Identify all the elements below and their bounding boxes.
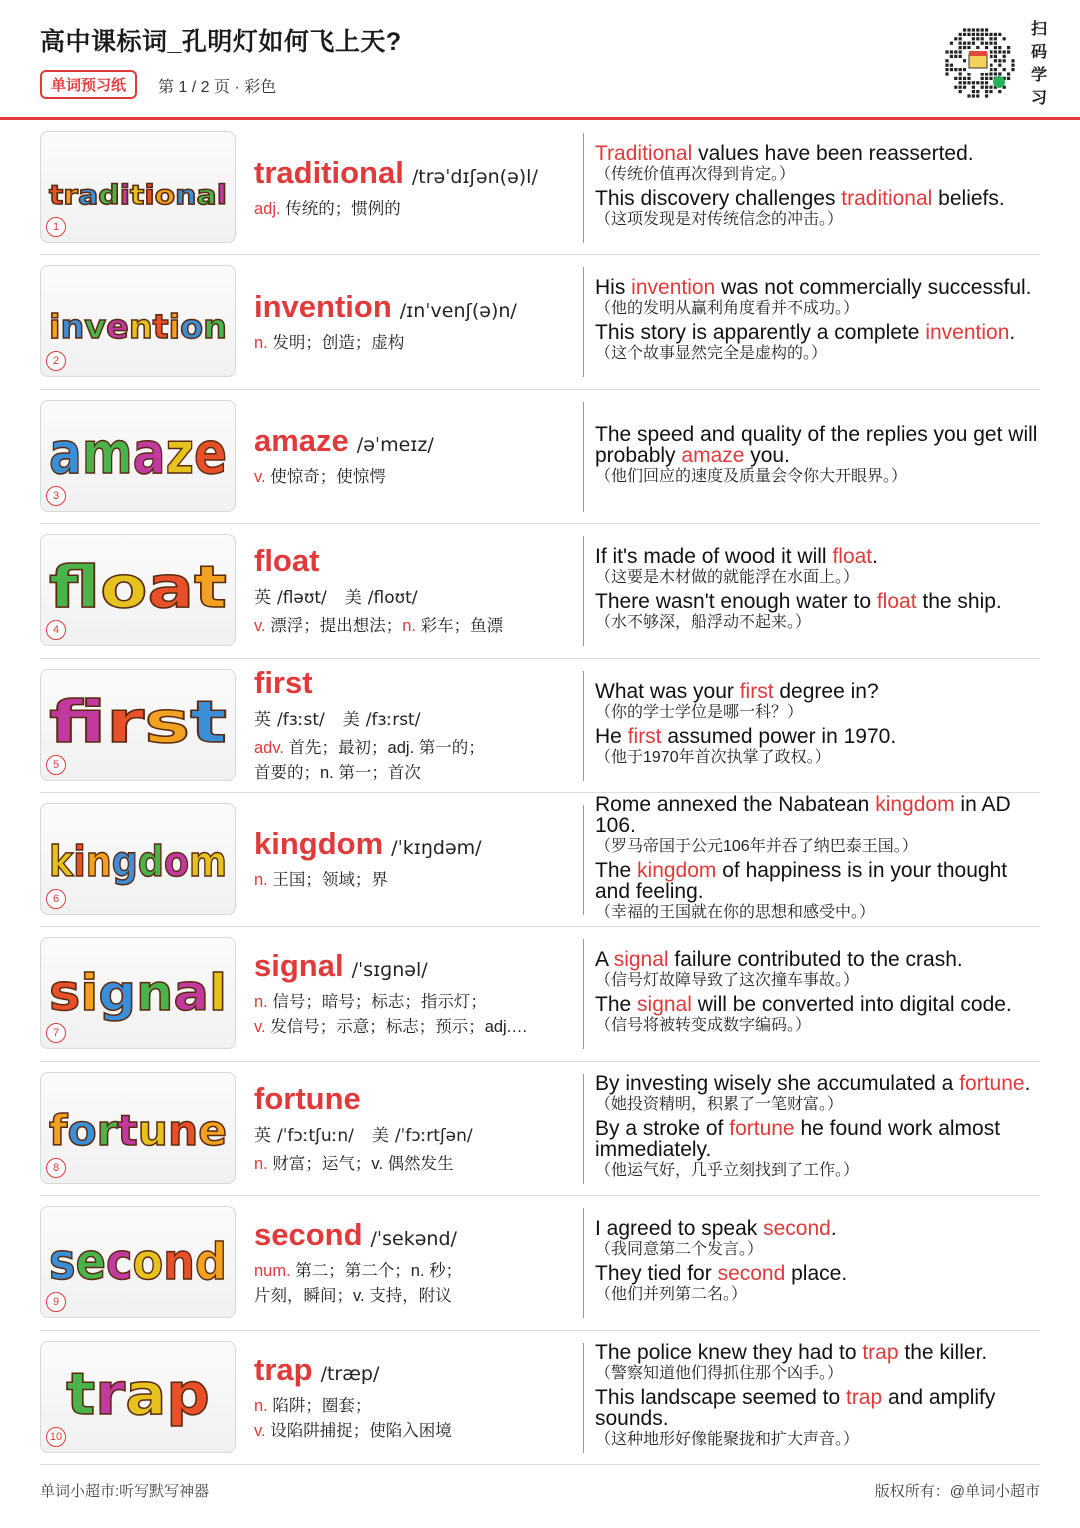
example-sentences: [595, 255, 1040, 389]
headword: signal: [254, 948, 344, 984]
definitions: [254, 1394, 574, 1444]
word-art-text: trap: [66, 1359, 208, 1428]
sentence-text: values have been reasserted.: [692, 142, 974, 165]
entry-number-badge: 10: [46, 1427, 66, 1447]
highlighted-word: first: [739, 679, 774, 703]
sentence-text: The: [595, 858, 638, 882]
headword: float: [254, 543, 320, 579]
example-translation: （他的发明从赢利角度看并不成功。）: [595, 300, 860, 318]
example-translation: （水不够深，船浮动不起来。）: [595, 614, 812, 632]
sentence-text: will be converted into digital code.: [691, 993, 1012, 1017]
sentence-text: The speed and quality of the replies you get will probably: [595, 422, 1038, 467]
column-divider: [583, 536, 584, 646]
part-of-speech: num.: [254, 1262, 296, 1281]
example-sentences: [595, 1331, 1040, 1465]
word-art-image: [41, 670, 235, 780]
highlighted-word: kingdom: [875, 792, 955, 816]
headword-line: [254, 826, 574, 862]
highlighted-word: traditional: [841, 187, 933, 210]
word-entry: [0, 793, 1080, 927]
example-sentences: [595, 659, 1040, 793]
example-translation: （他们并列第二名。）: [595, 1286, 748, 1304]
headword-line: [254, 423, 574, 459]
example-translation: （她投资精明，积累了一笔财富。）: [595, 1096, 844, 1114]
part-of-speech: v.: [254, 617, 271, 636]
word-art-text: kingdom: [49, 836, 233, 886]
sentence-text: .: [1024, 1072, 1031, 1096]
entry-number-badge: 1: [46, 217, 66, 237]
part-of-speech: n.: [254, 871, 273, 890]
definition-line: [254, 1419, 574, 1444]
example-english: [595, 188, 1040, 209]
worksheet-tag: 单词预习纸: [40, 70, 137, 99]
sentence-text: Rome annexed the Nabatean: [595, 792, 876, 816]
example-english: [595, 681, 1040, 702]
definition-text: 首要的；n. 第一；首次: [254, 764, 421, 783]
word-art-text: fortune: [49, 1105, 227, 1155]
uk-phonetic: /fləʊt/: [277, 588, 327, 609]
word-art-text: signal: [49, 964, 227, 1023]
word-illustration: [40, 534, 236, 646]
example-english: [595, 1118, 1040, 1160]
highlighted-word: fortune: [959, 1072, 1025, 1096]
word-art-image: [41, 1073, 235, 1183]
uk-us-phonetics: [254, 705, 574, 730]
part-of-speech: v.: [254, 1421, 271, 1440]
definition-text: 片刻，瞬间；v. 支持，附议: [254, 1287, 452, 1306]
word-info: [254, 255, 574, 389]
word-art-image: [41, 1207, 235, 1317]
headword: invention: [254, 288, 392, 324]
word-entry: [0, 1196, 1080, 1330]
example-english: [595, 1263, 1040, 1284]
headword: kingdom: [254, 826, 384, 862]
definition-text: 发信号；示意；标志；预示；adj.…: [270, 1018, 528, 1037]
word-entry: [0, 1062, 1080, 1196]
scan-to-learn-label: 扫 码 学 习: [1030, 21, 1047, 107]
word-art-image: [41, 535, 235, 645]
sentence-text: The police knew they had to: [595, 1341, 863, 1365]
sentence-text: the killer.: [898, 1341, 988, 1365]
entry-number-badge: 5: [46, 755, 66, 775]
entry-number-badge: 6: [46, 889, 66, 909]
example-english: [595, 1387, 1040, 1429]
definition-text: 设陷阱捕捉；使陷入困境: [270, 1421, 452, 1440]
column-divider: [583, 671, 584, 781]
example-translation: （他运气好，几乎立刻找到了工作。）: [595, 1162, 860, 1180]
part-of-speech: n.: [254, 1396, 273, 1415]
sentence-text: was not commercially successful.: [715, 276, 1032, 300]
entry-number-badge: 7: [46, 1023, 66, 1043]
word-art-text: traditional: [49, 180, 226, 211]
example-translation: （这个故事显然完全是虚构的。）: [595, 345, 828, 363]
word-art-image: [41, 1342, 235, 1452]
sentence-text: His: [595, 276, 632, 300]
word-info: [254, 1196, 574, 1330]
definition-text: 发明；创造；虚构: [272, 333, 405, 352]
definition-text: 漂浮；提出想法；: [270, 617, 403, 636]
sentence-text: By a stroke of: [595, 1117, 730, 1141]
word-art-image: [41, 804, 235, 914]
highlighted-word: first: [627, 724, 662, 748]
word-illustration: [40, 1341, 236, 1453]
definition-text: 财富；运气；v. 偶然发生: [272, 1154, 454, 1173]
column-divider: [583, 1074, 584, 1184]
word-art-text: amaze: [49, 418, 234, 487]
highlighted-word: second: [717, 1262, 786, 1286]
sentence-text: If it's made of wood it will: [595, 545, 833, 569]
highlighted-word: fortune: [729, 1117, 795, 1141]
example-sentences: [595, 390, 1040, 524]
footer-brand: 单词小超市:听写默写神器: [40, 1483, 210, 1500]
example-sentences: [595, 524, 1040, 658]
sentence-text: By investing wisely she accumulated a: [595, 1072, 960, 1096]
definition-line: [254, 1259, 574, 1284]
uk-us-phonetics: [254, 583, 574, 608]
example-translation: （信号将被转变成数字编码。）: [595, 1017, 812, 1035]
word-entry: [0, 927, 1080, 1061]
entry-number-badge: 3: [46, 486, 66, 506]
column-divider: [583, 133, 584, 243]
entry-number-badge: 2: [46, 351, 66, 371]
example-english: [595, 546, 1040, 567]
sentence-text: A: [595, 948, 614, 972]
word-illustration: [40, 265, 236, 377]
definition-text: 彩车；鱼漂: [420, 617, 504, 636]
word-art-image: [41, 401, 235, 511]
sentence-text: There wasn't enough water to: [595, 590, 877, 614]
qr-code-icon[interactable]: [935, 18, 1021, 104]
sentence-text: the ship.: [916, 590, 1002, 614]
column-divider: [583, 1208, 584, 1318]
example-translation: （罗马帝国于公元106年并吞了纳巴泰王国。）: [595, 837, 918, 855]
example-translation: （这项发现是对传统信念的冲击。）: [595, 211, 844, 228]
sentence-text: The: [595, 993, 638, 1017]
word-info: [254, 659, 574, 793]
word-illustration: [40, 1072, 236, 1184]
headword-line: [254, 1352, 574, 1388]
highlighted-word: second: [763, 1217, 831, 1241]
example-english: [595, 1073, 1040, 1094]
example-translation: （传统价值再次得到肯定。）: [595, 166, 796, 183]
part-of-speech: v.: [254, 1018, 271, 1037]
word-entry: [0, 1331, 1080, 1465]
part-of-speech: adj.: [254, 199, 286, 218]
sentence-text: and amplify sounds.: [595, 1386, 996, 1431]
sentence-text: place.: [785, 1262, 848, 1286]
highlighted-word: Traditional: [595, 142, 693, 165]
headword-line: [254, 948, 574, 984]
example-translation: （他们回应的速度及质量会令你大开眼界。）: [595, 467, 908, 485]
headword: fortune: [254, 1080, 361, 1116]
definitions: [254, 1152, 574, 1177]
definition-line: [254, 990, 574, 1015]
example-english: [595, 994, 1040, 1015]
definition-text: 第二；第二个；n. 秒；: [295, 1262, 463, 1281]
example-english: [595, 424, 1040, 466]
word-entry: [0, 390, 1080, 524]
example-translation: （你的学士学位是哪一科？）: [595, 703, 804, 721]
phonetic: /ˈkɪŋdəm/: [391, 837, 482, 860]
word-illustration: [40, 669, 236, 781]
word-info: [254, 1331, 574, 1465]
sentence-text: He: [595, 724, 628, 748]
word-entry: [0, 524, 1080, 658]
entry-number-badge: 4: [46, 620, 66, 640]
definitions: [254, 1259, 574, 1309]
page-info: 第 1 / 2 页 · 彩色: [158, 79, 277, 96]
example-english: [595, 322, 1040, 343]
highlighted-word: kingdom: [637, 858, 717, 882]
column-divider: [583, 1343, 584, 1453]
sentence-text: This landscape seemed to: [595, 1386, 846, 1410]
definitions: [254, 868, 574, 893]
word-entry: [0, 255, 1080, 389]
example-english: [595, 143, 1040, 164]
example-translation: （我同意第二个发言。）: [595, 1241, 764, 1259]
example-sentences: [595, 1196, 1040, 1330]
uk-phonetic: /fɜːst/: [277, 710, 325, 731]
word-info: [254, 524, 574, 658]
definition-line: [254, 868, 574, 893]
sentence-text: he found work almost immediately.: [595, 1117, 1001, 1162]
word-illustration: [40, 803, 236, 915]
column-divider: [583, 402, 584, 512]
example-english: [595, 1218, 1040, 1239]
column-divider: [583, 939, 584, 1049]
word-art-text: f o a t: [49, 553, 222, 622]
definition-line: [254, 1284, 574, 1309]
phonetic: /trəˈdɪʃən(ə)l/: [411, 165, 538, 188]
us-label: 美: [371, 1125, 389, 1146]
word-illustration: [40, 131, 236, 243]
sentence-text: I agreed to speak: [595, 1217, 764, 1241]
sentence-text: degree in?: [773, 679, 879, 703]
uk-label: 英: [254, 710, 271, 731]
us-label: 美: [342, 710, 360, 731]
definition-text: 陷阱；圈套；: [272, 1396, 372, 1415]
part-of-speech: n.: [402, 617, 421, 636]
word-info: [254, 927, 574, 1061]
headword-line: [254, 155, 574, 191]
highlighted-word: signal: [613, 948, 669, 972]
part-of-speech: n.: [254, 993, 273, 1012]
definition-line: [254, 465, 574, 490]
example-english: [595, 277, 1040, 298]
definition-text: 信号；暗号；标志；指示灯；: [272, 993, 487, 1012]
example-translation: （信号灯故障导致了这次撞车事故。）: [595, 972, 860, 990]
highlighted-word: invention: [925, 321, 1010, 345]
headword-line: [254, 289, 574, 325]
headword: amaze: [254, 423, 349, 459]
definition-text: 使惊奇；使惊愕: [270, 468, 386, 487]
headword: second: [254, 1217, 363, 1253]
sentence-text: in AD 106.: [595, 792, 1011, 837]
uk-label: 英: [254, 588, 271, 609]
headword-line: [254, 1081, 574, 1117]
example-english: [595, 949, 1040, 970]
column-divider: [583, 267, 584, 377]
phonetic: /ˈsɪɡnəl/: [351, 959, 428, 982]
example-translation: （这种地形好像能聚拢和扩大声音。）: [595, 1431, 860, 1449]
part-of-speech: n.: [254, 1154, 273, 1173]
part-of-speech: v.: [254, 468, 271, 487]
word-illustration: [40, 400, 236, 512]
example-sentences: [595, 927, 1040, 1061]
word-info: [254, 1062, 574, 1196]
word-info: [254, 793, 574, 927]
sentence-text: beliefs.: [932, 187, 1005, 210]
definitions: [254, 465, 574, 490]
header-divider: [0, 117, 1080, 120]
definition-text: 传统的；惯例的: [285, 199, 401, 218]
word-illustration: [40, 937, 236, 1049]
definitions: [254, 331, 574, 356]
headword-line: [254, 665, 574, 701]
page-header: [0, 0, 1080, 118]
highlighted-word: trap: [862, 1341, 899, 1365]
definition-line: [254, 736, 574, 761]
highlighted-word: amaze: [681, 443, 745, 467]
example-english: [595, 794, 1040, 836]
example-sentences: [595, 1062, 1040, 1196]
example-translation: （他于1970年首次执掌了政权。）: [595, 748, 831, 766]
word-art-text: second: [49, 1233, 231, 1292]
headword: first: [254, 665, 313, 701]
sentence-text: .: [1009, 321, 1016, 345]
word-entry: [0, 121, 1080, 255]
word-art-image: [41, 132, 235, 242]
headword-line: [254, 543, 574, 579]
sentence-text: .: [872, 545, 878, 569]
headword-line: [254, 1217, 574, 1253]
example-english: [595, 591, 1040, 612]
example-translation: （这要是木材做的就能浮在水面上。）: [595, 569, 860, 587]
highlighted-word: invention: [631, 276, 716, 300]
definition-line: [254, 761, 574, 786]
sentence-text: What was your: [595, 679, 740, 703]
sentence-text: .: [830, 1217, 837, 1241]
word-info: [254, 121, 574, 255]
definitions: [254, 736, 574, 786]
example-sentences: [595, 793, 1040, 927]
sentence-text: you.: [744, 443, 790, 467]
example-english: [595, 1342, 1040, 1363]
footer-copyright: 版权所有：@单词小超市: [874, 1483, 1040, 1500]
word-art-text: invention: [49, 307, 227, 347]
word-info: [254, 390, 574, 524]
uk-phonetic: /ˈfɔːtʃuːn/: [277, 1125, 354, 1146]
word-art-image: [41, 266, 235, 376]
part-of-speech: adv.: [254, 739, 289, 758]
uk-us-phonetics: [254, 1121, 574, 1146]
us-phonetic: /ˈfɔːrtʃən/: [394, 1125, 473, 1146]
example-sentences: [595, 121, 1040, 255]
word-art-image: [41, 938, 235, 1048]
headword: trap: [254, 1351, 313, 1387]
headword: traditional: [254, 154, 404, 190]
phonetic: /ɪnˈvenʃ(ə)n/: [399, 299, 517, 322]
word-list: [0, 121, 1080, 1465]
definition-text: 王国；领域；界: [272, 871, 388, 890]
highlighted-word: signal: [637, 993, 692, 1017]
definitions: [254, 614, 574, 639]
definition-line: [254, 331, 574, 356]
sentence-text: of happiness is in your thought and feeling.: [595, 858, 1008, 903]
us-phonetic: /fɜːrst/: [365, 710, 421, 731]
example-translation: （警察知道他们得抓住那个凶手。）: [595, 1365, 844, 1383]
definition-text: 首先；最初；adj. 第一的；: [288, 739, 485, 758]
phonetic: /træp/: [320, 1362, 380, 1385]
sentence-text: assumed power in 1970.: [661, 724, 897, 748]
highlighted-word: float: [876, 590, 917, 614]
phonetic: /əˈmeɪz/: [356, 434, 434, 457]
highlighted-word: float: [832, 545, 873, 569]
entry-number-badge: 8: [46, 1158, 66, 1178]
sentence-text: This discovery challenges: [595, 187, 842, 210]
definitions: [254, 197, 574, 222]
example-english: [595, 860, 1040, 902]
sentence-text: failure contributed to the crash.: [668, 948, 963, 972]
uk-label: 英: [254, 1125, 271, 1146]
sentence-text: This story is apparently a complete: [595, 321, 926, 345]
phonetic: /ˈsekənd/: [370, 1228, 457, 1251]
us-label: 美: [344, 588, 362, 609]
column-divider: [583, 805, 584, 915]
example-english: [595, 726, 1040, 747]
part-of-speech: n.: [254, 333, 273, 352]
page-title: 高中课标词_孔明灯如何飞上天?: [40, 28, 402, 56]
word-art-text: f r s t: [49, 687, 218, 756]
definition-line: [254, 1152, 574, 1177]
highlighted-word: trap: [845, 1386, 883, 1410]
word-illustration: [40, 1206, 236, 1318]
entry-number-badge: 9: [46, 1292, 66, 1312]
definition-line: [254, 1394, 574, 1419]
example-translation: （幸福的王国就在你的思想和感受中。）: [595, 903, 876, 921]
definition-line: [254, 1015, 574, 1040]
word-entry: [0, 659, 1080, 793]
definitions: [254, 990, 574, 1040]
definition-line: [254, 197, 574, 222]
definition-line: [254, 614, 574, 639]
sentence-text: They tied for: [595, 1262, 718, 1286]
us-phonetic: /floʊt/: [367, 588, 418, 609]
